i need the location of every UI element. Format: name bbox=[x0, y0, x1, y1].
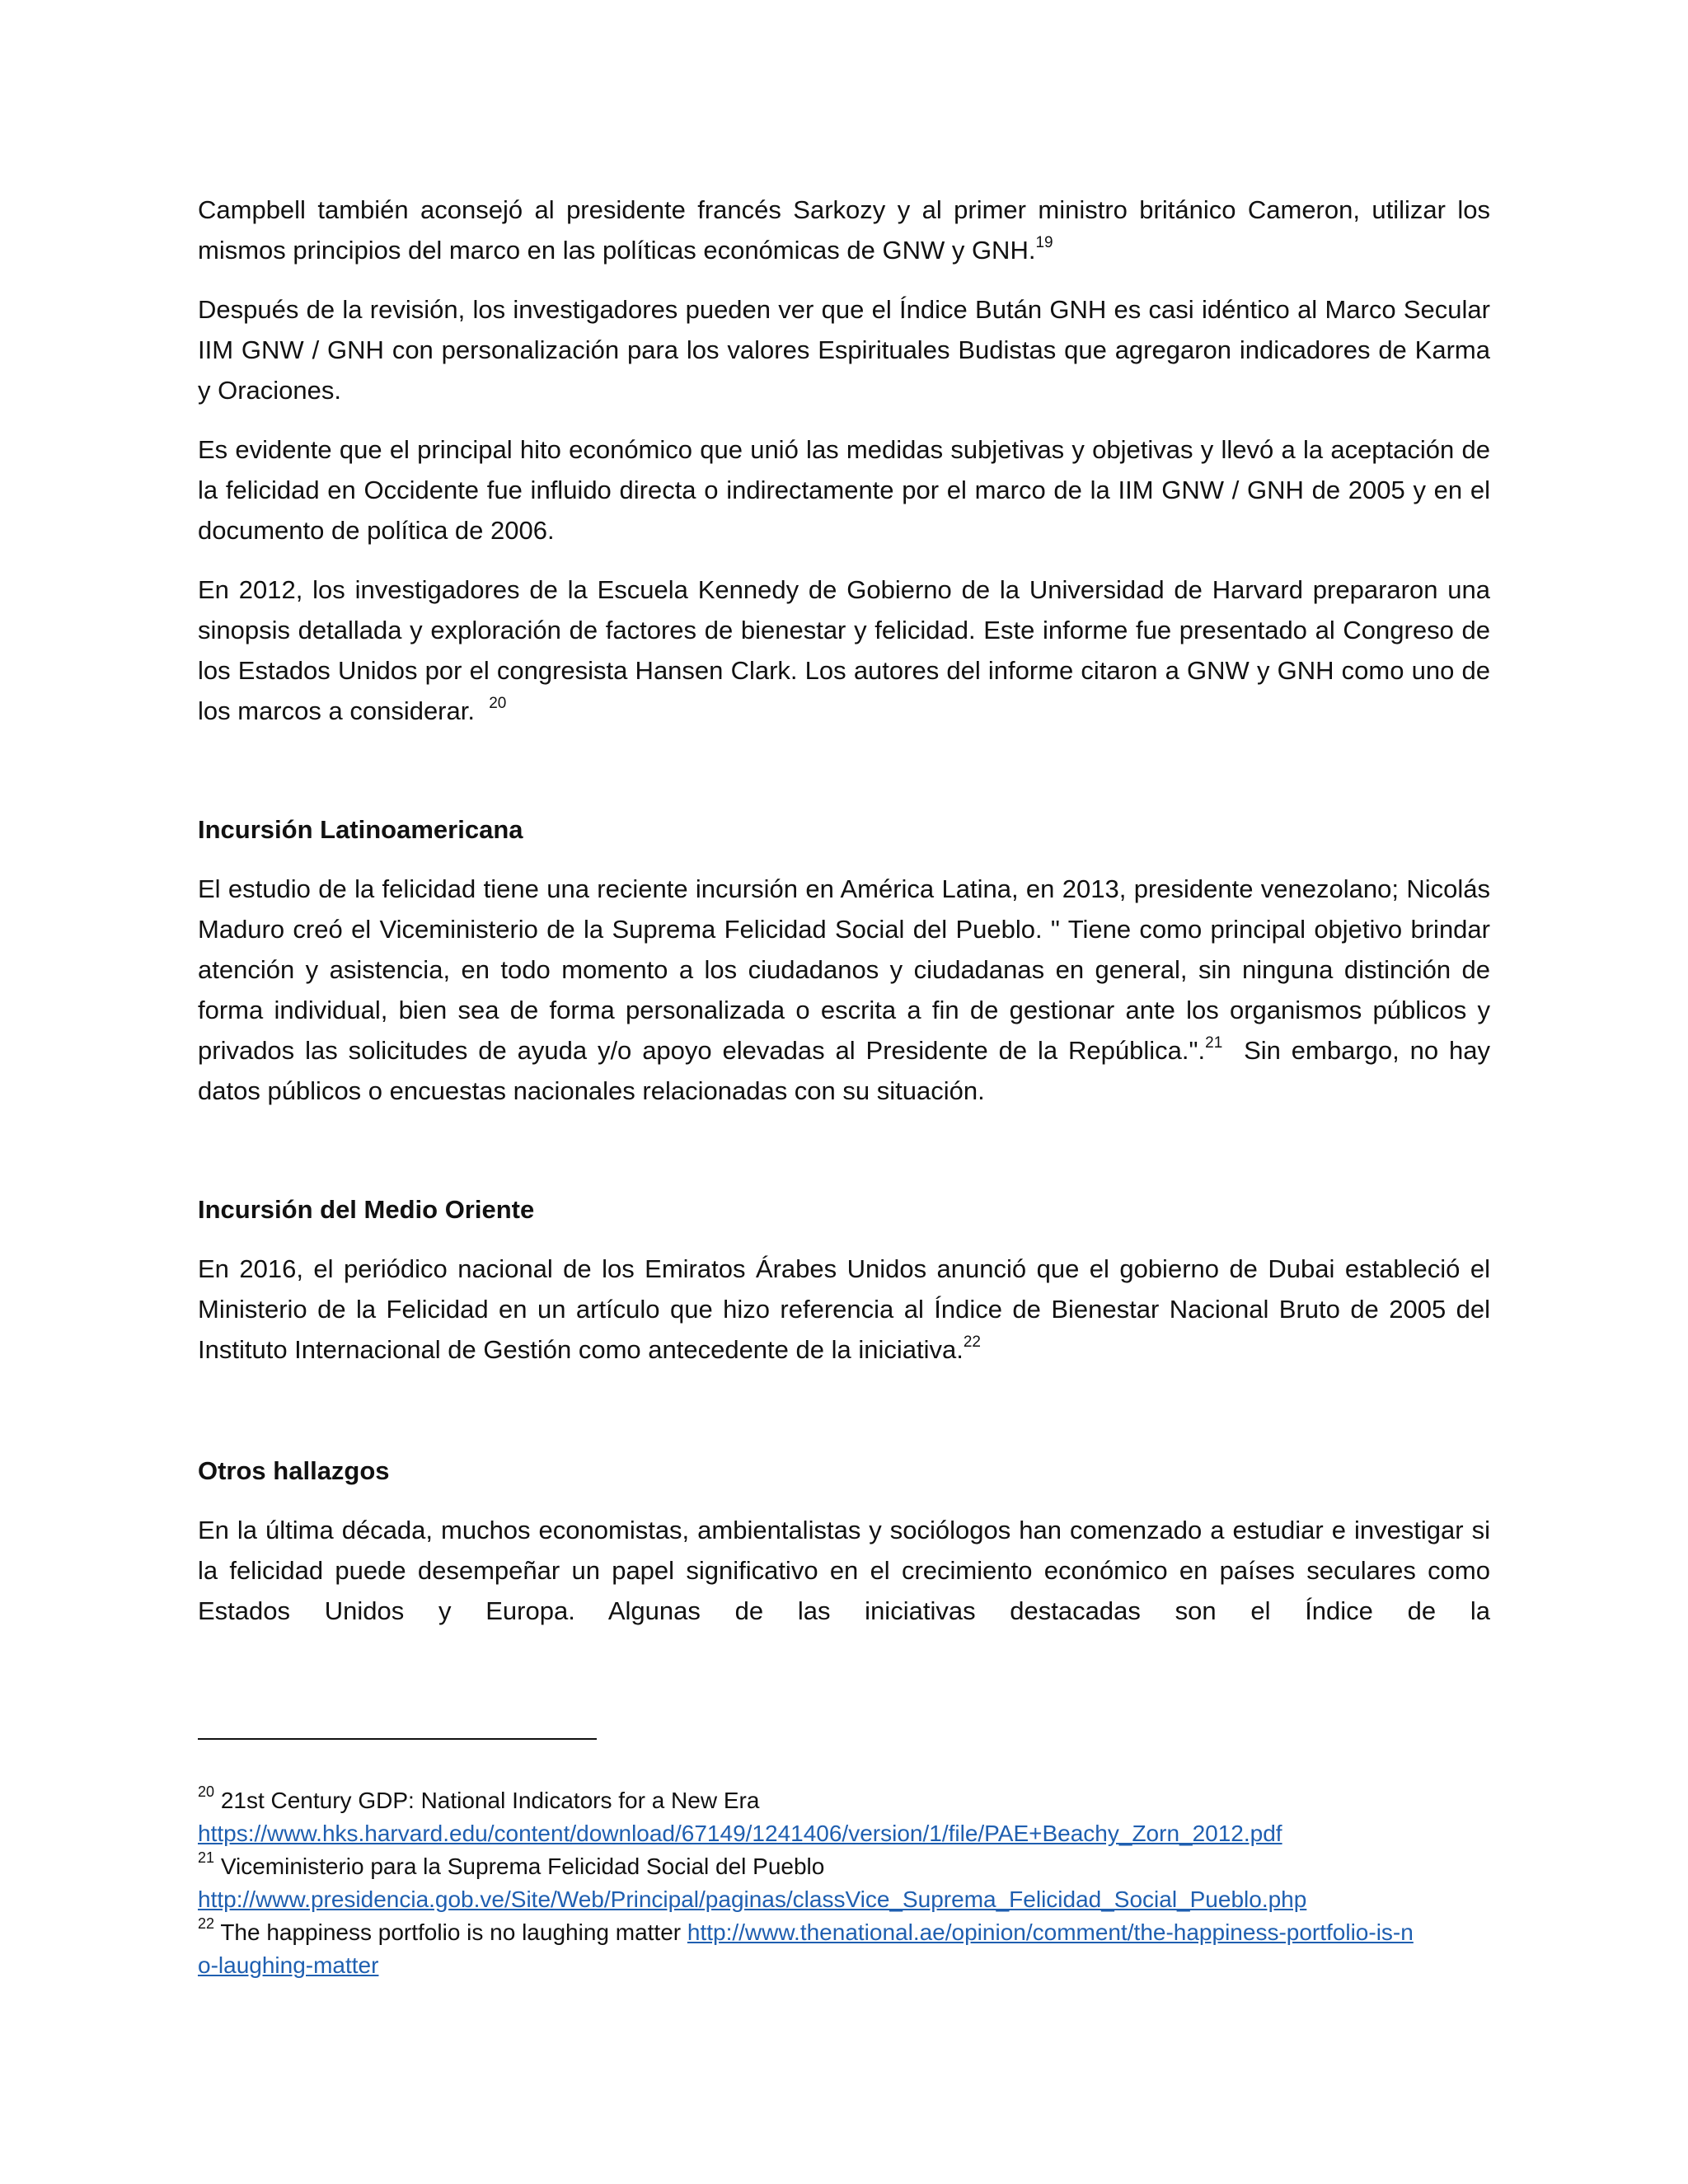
heading-medio-oriente: Incursión del Medio Oriente bbox=[198, 1195, 535, 1224]
paragraph-butan-text: Después de la revisión, los investigadores pueden ver que el Índice Bután GNH es casi idéntico al Marco Secular IIM GNW / GNH con personalización para los valores Espirituales Budistas que agregaron indicadores de Karma y Oraciones. bbox=[198, 295, 1490, 405]
footnote-number: 21 bbox=[198, 1849, 215, 1866]
footnote-title: Viceministerio para la Suprema Felicidad Social del Pueblo bbox=[220, 1854, 825, 1879]
spacer bbox=[198, 1389, 1490, 1451]
footnote-separator bbox=[198, 1738, 597, 1740]
footnote-20-link-line bbox=[198, 1817, 1490, 1850]
paragraph-harvard-text: En 2012, los investigadores de la Escuela Kennedy de Gobierno de la Universidad de Harvard prepararon una sinopsis detallada y exploración de factores de bienestar y felicidad. Este informe fue presentado al Congreso de los Estados Unidos por el congresista Hansen Clark. Los autores del informe citaron a GNW y GNH como uno de los marcos a considerar. bbox=[198, 575, 1490, 725]
paragraph-otros-hallazgos-text: En la última década, muchos economistas, ambientalistas y sociólogos han comenzado a estudiar e investigar si la felicidad puede desempeñar un papel significativo en el crecimiento económico en países seculares como Estados Unidos y Europa. Algunas de las iniciativas destacadas son el Índice de la bbox=[198, 1516, 1490, 1625]
paragraph-campbell bbox=[198, 190, 1490, 270]
spacer bbox=[198, 750, 1490, 809]
paragraph-butan bbox=[198, 289, 1490, 410]
footnote-number: 20 bbox=[198, 1783, 215, 1800]
heading-otros-hallazgos: Otros hallazgos bbox=[198, 1456, 390, 1485]
footnotes bbox=[198, 1784, 1490, 1982]
footnote-21-link-line bbox=[198, 1883, 1490, 1916]
paragraph-harvard bbox=[198, 569, 1490, 731]
footnote-link[interactable]: https://www.hks.harvard.edu/content/download/67149/1241406/version/1/file/PAE+Beachy_Zorn_2012.pdf bbox=[198, 1821, 1282, 1846]
paragraph-latinoamerica bbox=[198, 869, 1490, 1111]
footnote-ref-21[interactable]: 21 bbox=[1205, 1033, 1223, 1052]
paragraph-campbell-text: Campbell también aconsejó al presidente francés Sarkozy y al primer ministro británico Cameron, utilizar los mismos principios del marco en las políticas económicas de GNW y GNH. bbox=[198, 195, 1490, 265]
paragraph-medio-oriente-text: En 2016, el periódico nacional de los Emiratos Árabes Unidos anunció que el gobierno de Dubai estableció el Ministerio de la Felicidad en un artículo que hizo referencia al Índice de Bienestar Nacional Bruto de 2005 del Instituto Internacional de Gestión como antecedente de la iniciativa. bbox=[198, 1254, 1490, 1364]
footnote-21 bbox=[198, 1850, 1490, 1883]
footnote-link[interactable]: http://www.thenational.ae/opinion/comment/the-happiness-portfolio-is-no-laughing-matter bbox=[198, 1919, 1414, 1978]
footnote-title: The happiness portfolio is no laughing matter bbox=[220, 1919, 682, 1945]
spacer bbox=[198, 1130, 1490, 1189]
footnote-number: 22 bbox=[198, 1915, 215, 1932]
paragraph-latinoamerica-text: El estudio de la felicidad tiene una reciente incursión en América Latina, en 2013, presidente venezolano; Nicolás Maduro creó el Viceministerio de la Suprema Felicidad Social del Pueblo. " Tiene como principal objetivo brindar atención y asistencia, en todo momento a los ciudadanos y ciudadanas en general, sin ninguna distinción de forma individual, bien sea de forma personalizada o escrita a fin de gestionar ante los organismos públicos y privados las solicitudes de ayuda y/o apoyo elevadas al Presidente de la República.". bbox=[198, 874, 1490, 1065]
paragraph-otros-hallazgos bbox=[198, 1510, 1490, 1631]
paragraph-hito bbox=[198, 429, 1490, 551]
paragraph-latinoamerica-text-after: Sin embargo, no hay datos públicos o encuestas nacionales relacionadas con su situación. bbox=[198, 1036, 1491, 1105]
footnote-link[interactable]: http://www.presidencia.gob.ve/Site/Web/Principal/paginas/classVice_Suprema_Felicidad_Social_Pueblo.php bbox=[198, 1886, 1307, 1912]
footnote-ref-22[interactable]: 22 bbox=[963, 1333, 981, 1351]
document-body bbox=[198, 190, 1490, 1650]
footnote-ref-19[interactable]: 19 bbox=[1035, 233, 1053, 251]
footnote-title: 21st Century GDP: National Indicators for a New Era bbox=[220, 1788, 760, 1813]
heading-latinoamericana: Incursión Latinoamericana bbox=[198, 815, 523, 844]
paragraph-medio-oriente bbox=[198, 1249, 1490, 1370]
footnote-20 bbox=[198, 1784, 1490, 1817]
footnote-ref-20[interactable]: 20 bbox=[489, 694, 507, 712]
footnote-22 bbox=[198, 1916, 1426, 1982]
paragraph-hito-text: Es evidente que el principal hito económico que unió las medidas subjetivas y objetivas y llevó a la aceptación de la felicidad en Occidente fue influido directa o indirectamente por el marco de la IIM GNW / GNH de 2005 y en el documento de política de 2006. bbox=[198, 435, 1490, 545]
